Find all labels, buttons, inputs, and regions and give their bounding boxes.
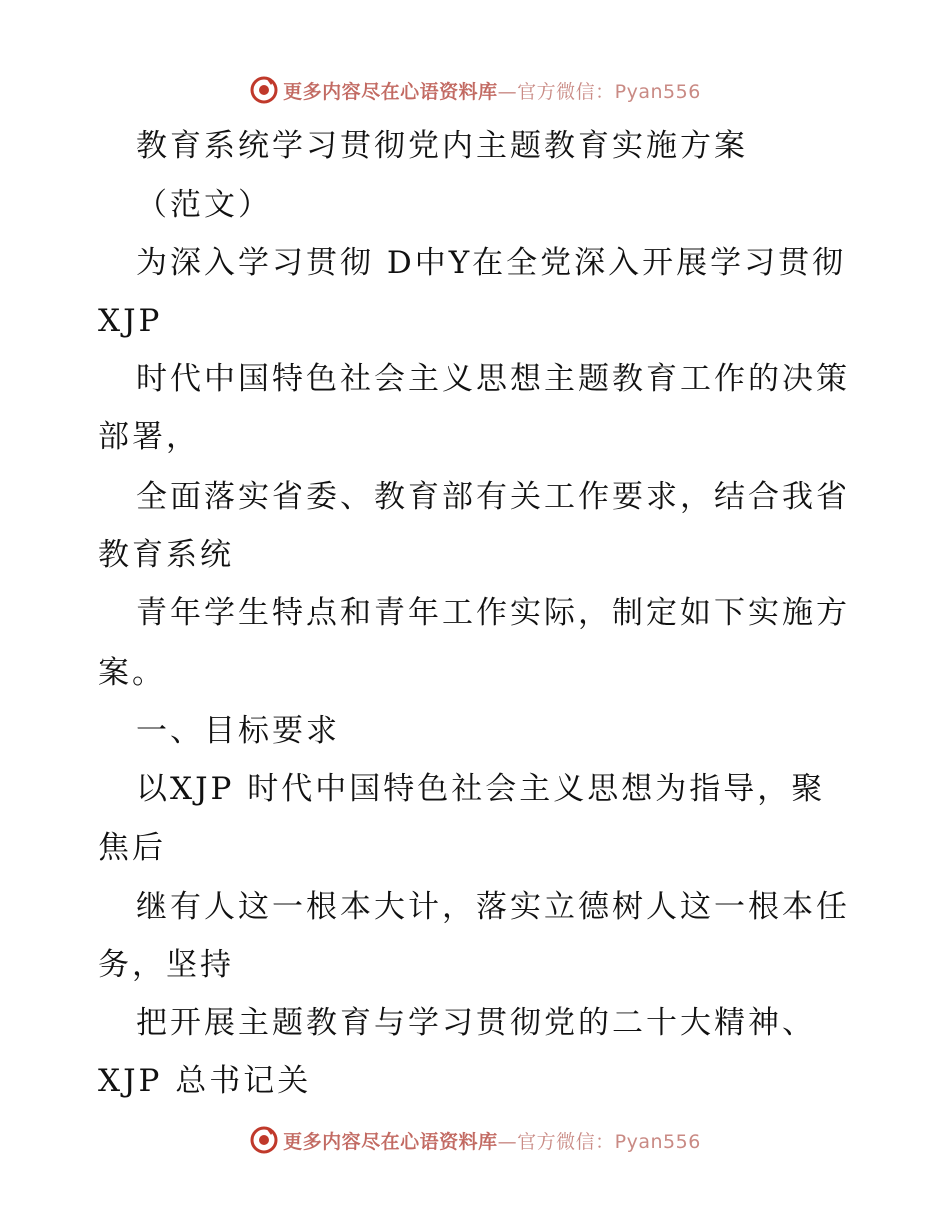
footer-watermark-text: 更多内容尽在心语资料库—官方微信：Pyan556	[283, 1130, 701, 1153]
brand-logo-icon	[249, 75, 279, 105]
document-title: 教育系统学习贯彻党内主题教育实施方案	[136, 128, 748, 164]
footer-watermark-banner	[0, 1120, 950, 1160]
paragraph-line: 把开展主题教育与学习贯彻党的二十大精神、	[136, 1005, 816, 1041]
header-watermark-text: 更多内容尽在心语资料库—官方微信：Pyan556	[283, 80, 701, 103]
section-heading: 一、目标要求	[136, 713, 340, 749]
paragraph-line: 部署，	[98, 419, 200, 455]
paragraph-line: 时代中国特色社会主义思想主题教育工作的决策	[136, 361, 850, 397]
header-watermark-banner	[0, 70, 950, 110]
paragraph-line: 案。	[98, 655, 166, 691]
paragraph-line: 务，坚持	[98, 947, 234, 983]
paragraph-line: 焦后	[98, 830, 166, 866]
paragraph-line: 教育系统	[98, 537, 234, 573]
paragraph-line: 全面落实省委、教育部有关工作要求，结合我省	[136, 479, 850, 515]
paragraph-line: 青年学生特点和青年工作实际，制定如下实施方	[136, 595, 850, 631]
paragraph-line: XJP 总书记关	[98, 1063, 312, 1099]
brand-logo-icon	[249, 1125, 279, 1155]
paragraph-line: 继有人这一根本大计，落实立德树人这一根本任	[136, 889, 850, 925]
paragraph-line: 以XJP 时代中国特色社会主义思想为指导，聚	[136, 771, 826, 807]
paragraph-line: 为深入学习贯彻 D中Y在全党深入开展学习贯彻	[136, 245, 847, 281]
paragraph-line: XJP	[98, 303, 163, 339]
document-subtitle: （范文）	[136, 187, 272, 223]
